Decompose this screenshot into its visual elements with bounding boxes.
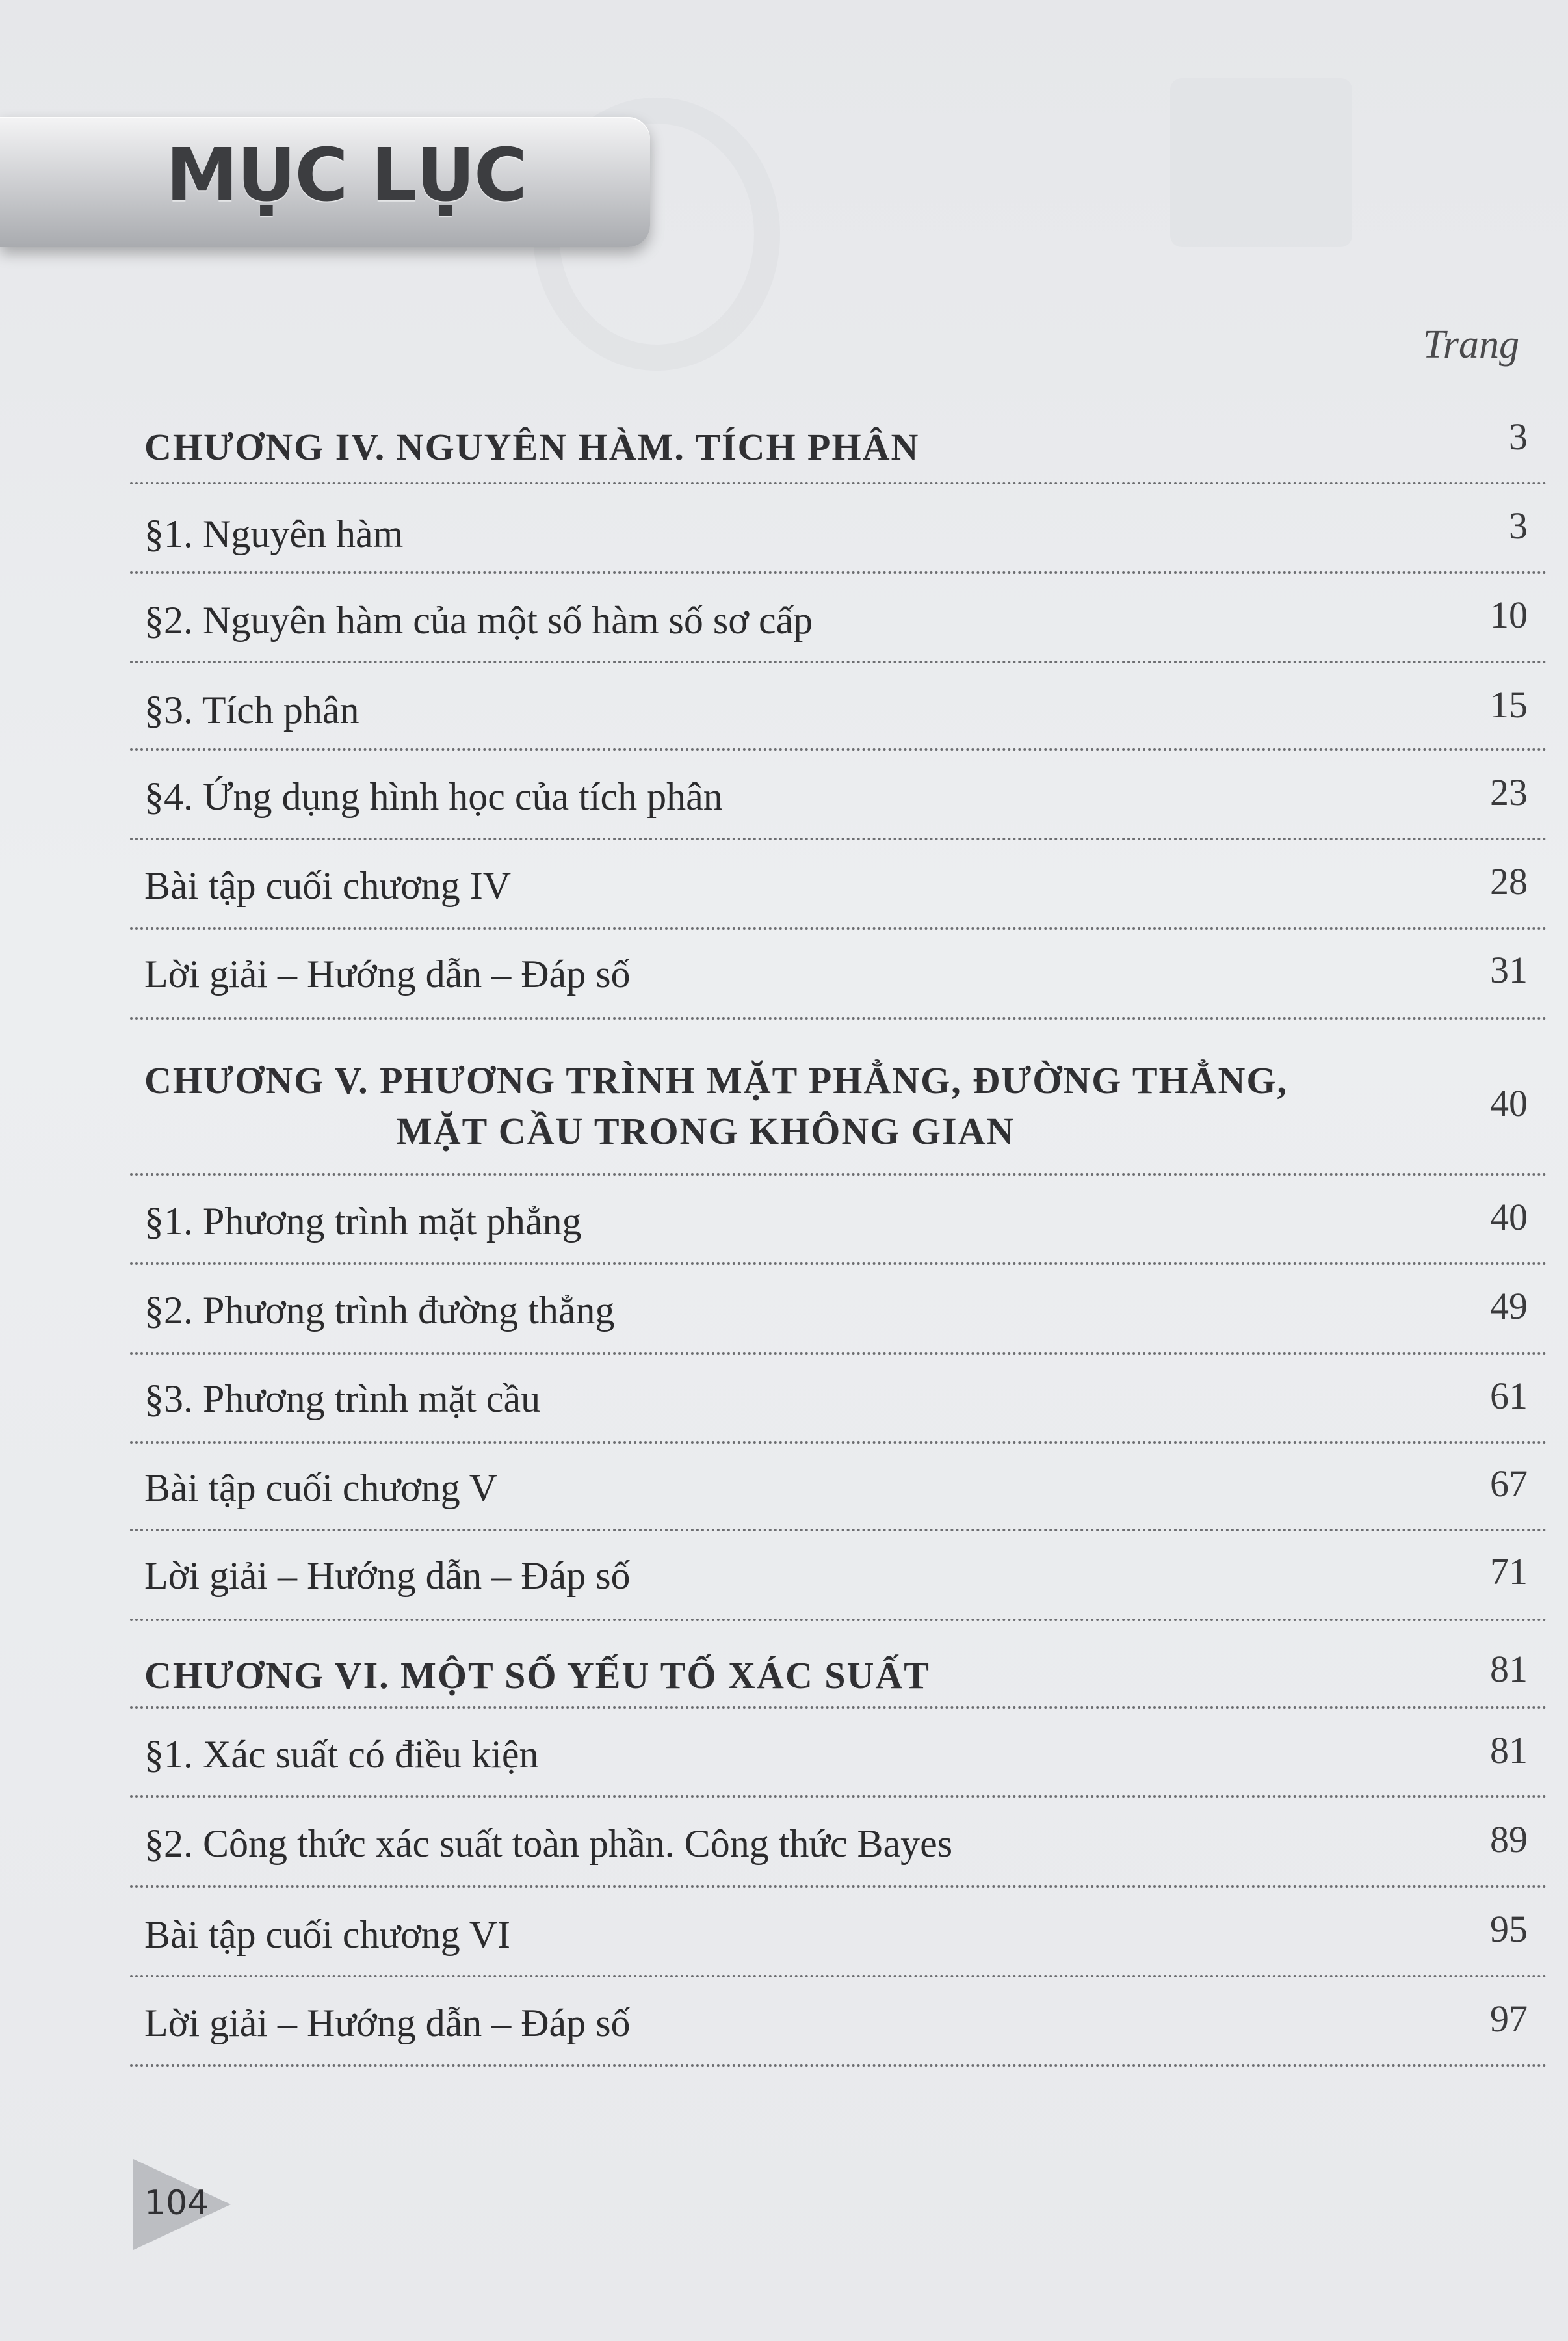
toc-entry-page: 71 xyxy=(1490,1550,1528,1593)
toc-entry-page: 28 xyxy=(1490,860,1528,903)
toc-entry xyxy=(130,1888,1547,1977)
toc-entry xyxy=(130,930,1547,1020)
toc-entry-page: 81 xyxy=(1490,1648,1528,1690)
table-of-contents xyxy=(130,397,1547,2067)
toc-entry-page: 3 xyxy=(1509,505,1528,547)
page-title: MỤC LỤC xyxy=(166,133,527,218)
toc-entry-text: Lời giải – Hướng dẫn – Đáp số xyxy=(144,1554,631,1597)
toc-entry-page: 23 xyxy=(1490,771,1528,813)
toc-entry-page: 15 xyxy=(1490,683,1528,726)
toc-entry-text: Bài tập cuối chương IV xyxy=(144,864,512,907)
toc-entry-text: §4. Ứng dụng hình học của tích phân xyxy=(144,775,723,818)
toc-entry-text: §1. Xác suất có điều kiện xyxy=(144,1733,539,1776)
toc-entry xyxy=(130,840,1547,930)
toc-entry-text: Bài tập cuối chương V xyxy=(144,1466,498,1509)
toc-entry xyxy=(130,1977,1547,2067)
toc-entry-page: 89 xyxy=(1490,1818,1528,1860)
toc-entry xyxy=(130,1265,1547,1355)
decorative-background-block xyxy=(1170,78,1352,247)
toc-entry-page: 40 xyxy=(1490,1196,1528,1238)
toc-entry-text: §1. Nguyên hàm xyxy=(144,512,404,555)
toc-entry xyxy=(130,751,1547,840)
toc-entry-page: 81 xyxy=(1490,1729,1528,1771)
toc-entry-text: CHƯƠNG VI. MỘT SỐ YẾU TỐ XÁC SUẤT xyxy=(144,1654,930,1697)
toc-entry-text: Bài tập cuối chương VI xyxy=(144,1913,511,1956)
toc-entry-page: 61 xyxy=(1490,1375,1528,1417)
toc-entry-text-line2: MẶT CẦU TRONG KHÔNG GIAN xyxy=(397,1110,1015,1152)
toc-entry-text: Lời giải – Hướng dẫn – Đáp số xyxy=(144,2002,631,2044)
toc-entry xyxy=(130,1798,1547,1888)
toc-entry-text: §2. Phương trình đường thẳng xyxy=(144,1289,615,1332)
toc-entry-text: Lời giải – Hướng dẫn – Đáp số xyxy=(144,953,631,996)
toc-entry xyxy=(130,574,1547,663)
toc-entry-page: 40 xyxy=(1490,1082,1528,1124)
toc-entry-page: 95 xyxy=(1490,1908,1528,1950)
toc-entry-text: §3. Phương trình mặt cầu xyxy=(144,1377,541,1420)
toc-chapter-iv xyxy=(130,397,1547,484)
toc-entry xyxy=(130,1176,1547,1265)
toc-entry xyxy=(130,1355,1547,1444)
toc-chapter-v xyxy=(130,1020,1547,1176)
toc-entry-page: 97 xyxy=(1490,1998,1528,2040)
toc-entry xyxy=(130,1531,1547,1621)
toc-entry xyxy=(130,484,1547,574)
toc-entry-page: 49 xyxy=(1490,1285,1528,1327)
toc-entry-text: §3. Tích phân xyxy=(144,689,359,732)
toc-entry-text: §1. Phương trình mặt phẳng xyxy=(144,1200,582,1243)
page-number: 104 xyxy=(144,2184,209,2223)
page-column-label: Trang xyxy=(1422,323,1519,367)
toc-entry-page: 3 xyxy=(1509,416,1528,458)
toc-entry-page: 67 xyxy=(1490,1462,1528,1505)
toc-entry xyxy=(130,1444,1547,1531)
toc-chapter-vi xyxy=(130,1621,1547,1709)
toc-entry xyxy=(130,1709,1547,1798)
toc-entry-page: 10 xyxy=(1490,594,1528,636)
toc-entry-page: 31 xyxy=(1490,949,1528,991)
toc-entry-text: §2. Nguyên hàm của một số hàm số sơ cấp xyxy=(144,599,813,642)
toc-entry xyxy=(130,663,1547,751)
toc-entry-text: CHƯƠNG IV. NGUYÊN HÀM. TÍCH PHÂN xyxy=(144,426,920,468)
toc-entry-text: §2. Công thức xác suất toàn phần. Công thức Bayes xyxy=(144,1822,953,1865)
toc-entry-text: CHƯƠNG V. PHƯƠNG TRÌNH MẶT PHẲNG, ĐƯỜNG THẲNG, xyxy=(144,1059,1288,1102)
